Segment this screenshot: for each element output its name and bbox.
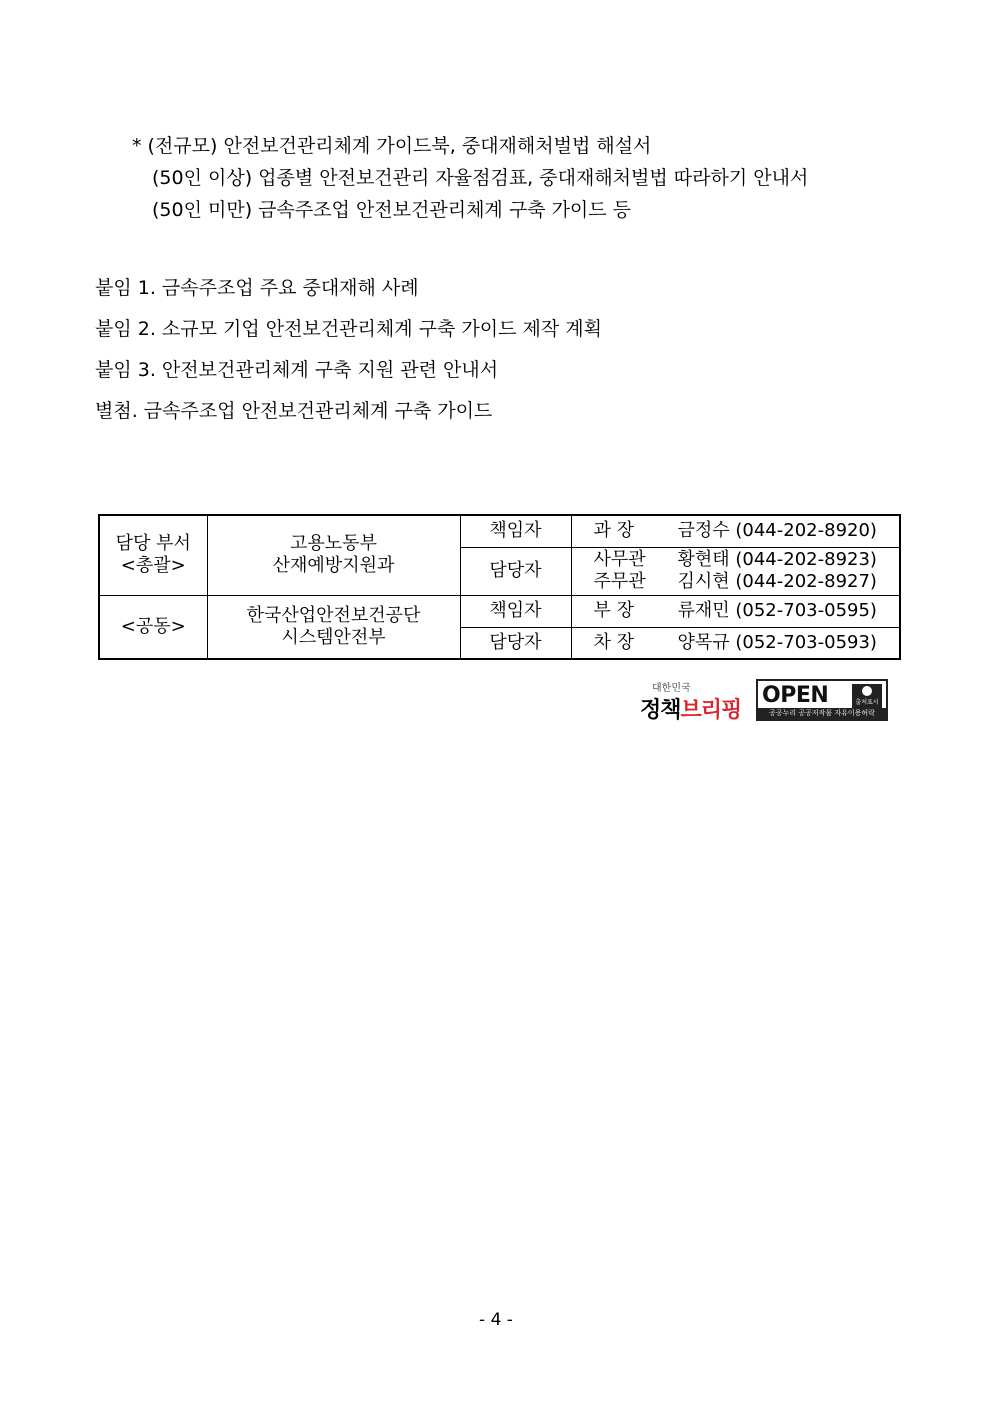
person-cell <box>571 595 900 627</box>
dept-cell <box>99 515 207 595</box>
attachment-list <box>95 270 602 434</box>
person-title: 과 장 <box>593 520 634 542</box>
attribution-label: 출처표시 <box>855 699 879 706</box>
attachment-item: 붙임 3. 안전보건관리체계 구축 지원 관련 안내서 <box>95 359 499 381</box>
footer-logos <box>640 677 890 723</box>
org-unit: 산재예방지원과 <box>272 555 395 577</box>
person-name-phone: 류재민 (052-703-0595) <box>677 600 877 621</box>
attribution-icon <box>852 684 882 708</box>
table-row <box>99 595 900 627</box>
org-name: 한국산업안전보건공단 <box>246 604 421 626</box>
table-row <box>99 515 900 547</box>
person-cell <box>571 627 900 659</box>
org-name: 고용노동부 <box>290 533 377 555</box>
org-cell <box>207 515 460 595</box>
page-number: - 4 - <box>479 1310 513 1330</box>
person-title: 차 장 <box>593 631 634 653</box>
person-title: 주무관 <box>593 571 646 592</box>
joint-cell: <공동> <box>99 595 207 659</box>
person-title: 부 장 <box>593 600 634 621</box>
note-line: * (전규모) 안전보건관리체계 가이드북, 중대재해처벌법 해설서 <box>132 135 652 157</box>
role-cell: 담당자 <box>460 627 571 659</box>
logo-wordmark <box>640 693 741 724</box>
role-cell: 책임자 <box>460 595 571 627</box>
org-unit: 시스템안전부 <box>281 626 386 648</box>
open-word: OPEN <box>762 683 829 708</box>
attachment-item: 별첨. 금속주조업 안전보건관리체계 구축 가이드 <box>95 400 493 422</box>
dept-label: 담당 부서 <box>115 533 191 555</box>
person-cell <box>571 515 900 547</box>
note-line: (50인 미만) 금속주조업 안전보건관리체계 구축 가이드 등 <box>152 199 632 221</box>
logo-word-black: 정책 <box>640 698 681 723</box>
attachment-item: 붙임 2. 소규모 기업 안전보건관리체계 구축 가이드 제작 계획 <box>95 318 602 340</box>
note-line: (50인 이상) 업종별 안전보건관리 자율점검표, 중대재해처벌법 따라하기 안내서 <box>152 167 809 189</box>
person-cell <box>571 547 900 595</box>
dept-sub: <총괄> <box>120 555 186 577</box>
contact-table <box>98 514 901 660</box>
policy-briefing-logo <box>640 677 748 723</box>
logo-caption: 대한민국 <box>652 683 691 694</box>
kogl-open-badge <box>756 679 888 721</box>
reference-note <box>132 130 808 226</box>
person-name-phone: 양목규 (052-703-0593) <box>677 631 877 653</box>
person-title: 사무관 <box>593 549 646 570</box>
person-name-phone: 황현태 (044-202-8923) <box>677 549 877 570</box>
person-name-phone: 김시현 (044-202-8927) <box>677 571 877 592</box>
kogl-caption: 공공누리 공공저작물 자유이용허락 <box>758 708 886 719</box>
org-cell <box>207 595 460 659</box>
logo-word-red: 브리핑 <box>680 698 742 723</box>
person-name-phone: 금정수 (044-202-8920) <box>677 520 877 542</box>
attachment-item: 붙임 1. 금속주조업 주요 중대재해 사례 <box>95 277 419 299</box>
role-cell: 책임자 <box>460 515 571 547</box>
role-cell: 담당자 <box>460 547 571 595</box>
